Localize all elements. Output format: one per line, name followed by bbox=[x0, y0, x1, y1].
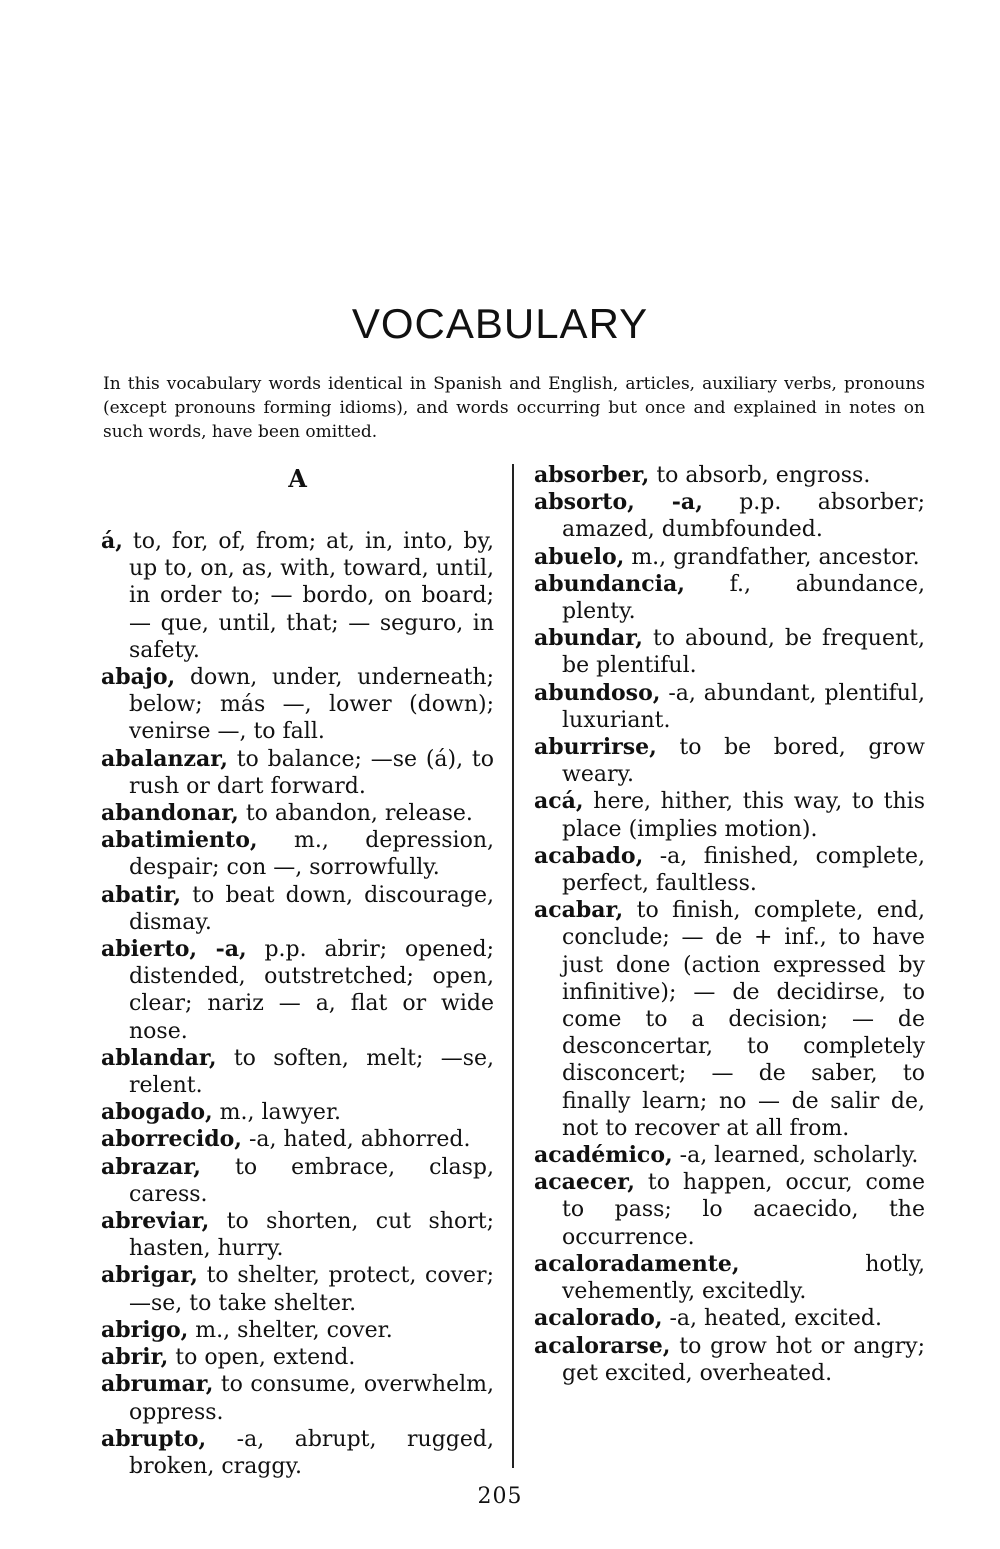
entry-definition: m., depression, despair; con —, sorrowfully. bbox=[129, 828, 494, 881]
vocab-entry bbox=[534, 1251, 925, 1305]
vocab-entry bbox=[101, 528, 494, 664]
entry-definition: to, for, of, from; at, in, into, by, up to, on, as, with, toward, until, in order to; — bordo, on board; — que, until, that; — seguro, in safety. bbox=[122, 529, 494, 663]
entry-definition: f., abundance, plenty. bbox=[562, 571, 925, 625]
entry-headword: abuelo, bbox=[534, 543, 625, 570]
vocab-entry bbox=[101, 746, 494, 800]
entry-headword: absorto, -a, bbox=[534, 489, 703, 516]
entry-definition: -a, abundant, plentiful, luxuriant. bbox=[562, 680, 925, 733]
entry-definition: to soften, melt; —se, relent. bbox=[129, 1045, 494, 1099]
vocab-entry bbox=[534, 734, 925, 788]
entry-headword: aburrirse, bbox=[534, 734, 657, 761]
entry-headword: abrumar, bbox=[101, 1371, 214, 1398]
intro-note: In this vocabulary words identical in Spanish and English, articles, auxiliary verbs, pronouns (except pronouns forming idioms), and words occurring but once and explained in notes on such words, have been omitted. bbox=[103, 374, 925, 442]
entry-definition: down, under, underneath; below; más —, lower (down); venirse —, to fall. bbox=[129, 665, 494, 745]
vocab-entry bbox=[101, 1371, 494, 1425]
vocab-entry bbox=[534, 489, 925, 543]
entry-headword: acá, bbox=[534, 788, 584, 815]
vocab-entry bbox=[101, 1344, 494, 1371]
vocab-entry bbox=[101, 936, 494, 1045]
vocab-entry bbox=[101, 664, 494, 746]
entry-definition: m., shelter, cover. bbox=[188, 1317, 393, 1343]
section-letter: A bbox=[288, 464, 307, 493]
entry-headword: acaecer, bbox=[534, 1169, 635, 1196]
vocab-entry bbox=[534, 462, 925, 489]
vocab-entry bbox=[534, 680, 925, 734]
vocab-entry bbox=[101, 1126, 494, 1153]
entry-definition: to open, extend. bbox=[168, 1345, 356, 1371]
entry-headword: abierto, -a, bbox=[101, 936, 247, 963]
vocab-entry bbox=[534, 1142, 925, 1169]
entry-headword: abrir, bbox=[101, 1344, 169, 1371]
entry-definition: hotly, vehemently, excitedly. bbox=[562, 1251, 925, 1305]
entry-definition: to balance; —se (á), to rush or dart forward. bbox=[129, 746, 494, 799]
vocab-entry bbox=[534, 1333, 925, 1387]
entry-definition: -a, hated, abhorred. bbox=[241, 1127, 471, 1153]
entry-list-left bbox=[101, 528, 494, 1480]
entry-definition: to beat down, discourage, dismay. bbox=[129, 882, 494, 935]
vocab-entry bbox=[101, 1208, 494, 1262]
entry-definition: -a, abrupt, rugged, broken, craggy. bbox=[129, 1426, 494, 1479]
entry-definition: to consume, overwhelm, oppress. bbox=[129, 1372, 494, 1425]
entry-definition: to finish, complete, end, conclude; — de + inf., to have just done (action expressed by infinitive); — de decidirse, to come to a decision; — de desconcertar, to completely disconcert; — de saber, to finally learn; no — de salir de, not to recover at all from. bbox=[562, 898, 925, 1141]
entry-headword: abatimiento, bbox=[101, 827, 258, 854]
entry-headword: abundar, bbox=[534, 625, 643, 652]
vocab-entry bbox=[534, 571, 925, 625]
vocab-entry bbox=[101, 1262, 494, 1316]
entry-definition: p.p. absorber; amazed, dumbfounded. bbox=[562, 490, 925, 543]
entry-headword: acalorarse, bbox=[534, 1332, 671, 1359]
vocab-entry bbox=[101, 1045, 494, 1099]
entry-headword: abrazar, bbox=[101, 1153, 201, 1180]
vocab-entry bbox=[534, 1305, 925, 1332]
entry-definition: to absorb, engross. bbox=[649, 463, 871, 488]
entry-headword: acabado, bbox=[534, 842, 644, 869]
entry-definition: p.p. abrir; opened; distended, outstretched; open, clear; nariz — a, flat or wide nose. bbox=[129, 937, 494, 1044]
entry-definition: -a, learned, scholarly. bbox=[672, 1143, 919, 1169]
entry-definition: to abound, be frequent, be plentiful. bbox=[562, 626, 925, 679]
entry-headword: abrupto, bbox=[101, 1425, 207, 1452]
entry-headword: académico, bbox=[534, 1142, 673, 1169]
vocab-entry bbox=[101, 1426, 494, 1480]
vocab-entry bbox=[534, 788, 925, 842]
entry-headword: ablandar, bbox=[101, 1044, 217, 1071]
vocab-entry bbox=[534, 1169, 925, 1251]
entry-headword: aborrecido, bbox=[101, 1126, 242, 1153]
entry-headword: abrigo, bbox=[101, 1316, 189, 1343]
entry-headword: abundoso, bbox=[534, 679, 661, 706]
vocab-entry bbox=[101, 800, 494, 827]
vocab-entry bbox=[534, 843, 925, 897]
vocab-entry bbox=[101, 1099, 494, 1126]
vocab-entry bbox=[101, 1154, 494, 1208]
page-number: 205 bbox=[477, 1484, 523, 1509]
entry-headword: acaloradamente, bbox=[534, 1250, 740, 1277]
entry-definition: -a, finished, complete, perfect, faultless. bbox=[562, 843, 925, 897]
entry-headword: abundancia, bbox=[534, 570, 685, 597]
entry-list-right bbox=[534, 462, 925, 1387]
vocab-entry bbox=[534, 897, 925, 1142]
left-column bbox=[101, 462, 494, 1480]
column-divider bbox=[512, 464, 514, 1468]
entry-definition: to shorten, cut short; hasten, hurry. bbox=[129, 1209, 494, 1262]
entry-headword: abajo, bbox=[101, 664, 176, 691]
entry-definition: to abandon, release. bbox=[238, 801, 473, 827]
entry-headword: absorber, bbox=[534, 462, 650, 488]
right-column bbox=[534, 462, 925, 1387]
entry-headword: abandonar, bbox=[101, 800, 239, 827]
entry-headword: á, bbox=[101, 528, 123, 554]
entry-definition: to be bored, grow weary. bbox=[562, 735, 925, 788]
vocab-entry bbox=[101, 1317, 494, 1344]
entry-definition: m., grandfather, ancestor. bbox=[624, 544, 920, 570]
vocab-entry bbox=[101, 827, 494, 881]
entry-headword: abalanzar, bbox=[101, 745, 228, 772]
entry-headword: abrigar, bbox=[101, 1262, 198, 1289]
entry-definition: -a, heated, excited. bbox=[662, 1306, 882, 1332]
vocabulary-title: VOCABULARY bbox=[351, 300, 649, 347]
vocab-entry bbox=[101, 882, 494, 936]
entry-definition: here, hither, this way, to this place (implies motion). bbox=[562, 789, 925, 842]
entry-headword: abatir, bbox=[101, 881, 182, 908]
vocab-entry bbox=[534, 544, 925, 571]
entry-definition: to grow hot or angry; get excited, overheated. bbox=[562, 1333, 925, 1386]
vocab-entry bbox=[534, 625, 925, 679]
entry-definition: to shelter, protect, cover; —se, to take shelter. bbox=[129, 1263, 494, 1316]
entry-headword: acabar, bbox=[534, 897, 624, 924]
entry-definition: m., lawyer. bbox=[212, 1100, 342, 1126]
entry-definition: to embrace, clasp, caress. bbox=[129, 1154, 494, 1207]
entry-headword: acalorado, bbox=[534, 1305, 663, 1332]
entry-headword: abreviar, bbox=[101, 1208, 210, 1235]
entry-definition: to happen, occur, come to pass; lo acaecido, the occurrence. bbox=[562, 1170, 925, 1250]
entry-headword: abogado, bbox=[101, 1099, 213, 1126]
